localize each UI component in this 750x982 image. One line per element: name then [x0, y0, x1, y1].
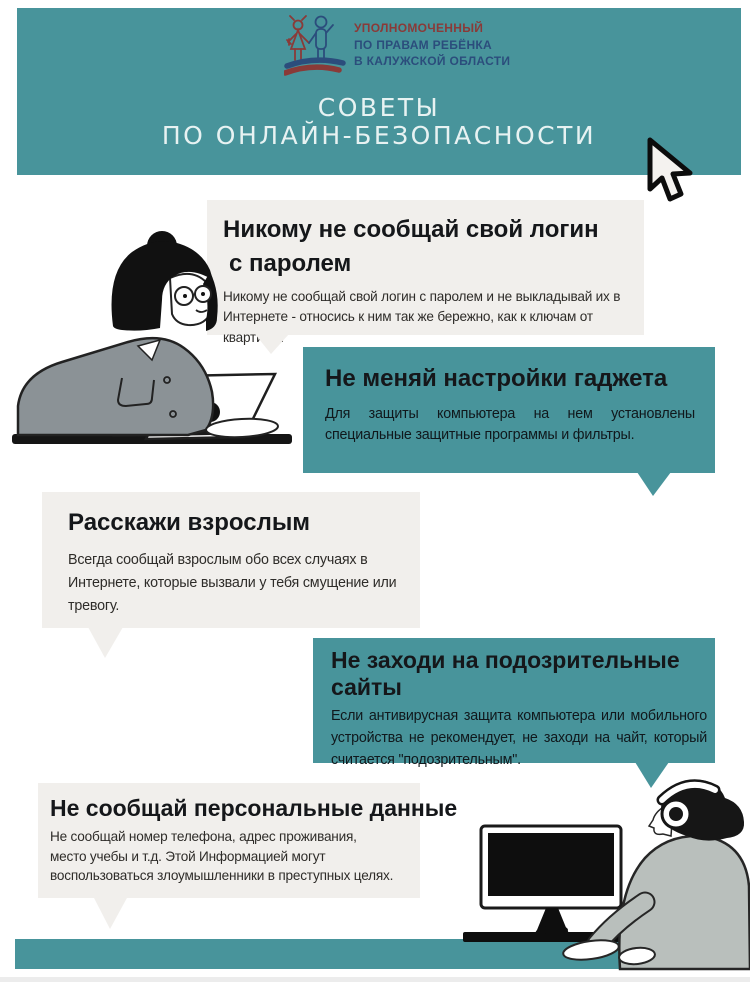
card-title: Не сообщай персональные данные: [50, 795, 458, 821]
logo-text: [354, 20, 510, 70]
card-body: Никому не сообщай свой логин с паролем и не выкладывай их в Интернете - относись к ним так же бережно, как к ключам от квартиры.: [223, 289, 621, 345]
card-tail: [635, 762, 669, 788]
card-body: Если антивирусная защита компьютера или мобильного устройства не рекомендует, не заходи на чайт, который считается "подозрительным".: [331, 708, 707, 768]
card-title-line-2: с паролем: [229, 250, 352, 277]
logo-line-1: УПОЛНОМОЧЕННЫЙ: [354, 21, 484, 35]
tip-card-gadget-settings: [303, 347, 715, 473]
card-title: Никому не сообщай свой логин: [223, 216, 599, 243]
tip-card-tell-adults: [42, 492, 420, 628]
card-tail: [88, 627, 123, 658]
tip-card-personal-data: [38, 783, 458, 898]
card-tail: [255, 334, 289, 354]
logo-line-3: В КАЛУЖСКОЙ ОБЛАСТИ: [354, 54, 511, 68]
ombudsman-logo: [284, 12, 510, 80]
woman-with-headphones-illustration: [455, 772, 750, 972]
card-tail: [93, 896, 128, 929]
card-title: Расскажи взрослым: [68, 509, 311, 536]
header-band: [17, 8, 741, 175]
page-title: [17, 94, 741, 150]
card-title: Не меняй настройки гаджета: [325, 365, 668, 392]
tip-card-suspicious-sites: [313, 638, 715, 768]
card-body: Для защиты компьютера на нем установлены специальные защитные программы и фильтры.: [325, 406, 695, 443]
card-title-line-2: сайты: [331, 674, 402, 700]
page-title-line-2: ПО ОНЛАЙН-БЕЗОПАСНОСТИ: [161, 121, 597, 150]
page-bottom-edge: [0, 977, 750, 982]
card-tail: [637, 472, 671, 496]
card-body: Не сообщай номер телефона, адрес проживания, место учебы и т.д. Этой Информацией могут воспользоваться злоумышленники в преступных целях.: [50, 829, 394, 883]
page-title-line-1: СОВЕТЫ: [317, 93, 441, 122]
card-title: Не заходи на подозрительные: [331, 647, 680, 673]
mouse-cursor-icon: [644, 137, 698, 205]
children-holding-hands-icon: [284, 12, 346, 80]
card-body: Всегда сообщай взрослым обо всех случаях в Интернете, которые вызвали у тебя смущение или тревогу.: [68, 552, 397, 614]
logo-line-2: ПО ПРАВАМ РЕБЁНКА: [354, 37, 493, 52]
computer-mouse-icon: [542, 925, 568, 935]
